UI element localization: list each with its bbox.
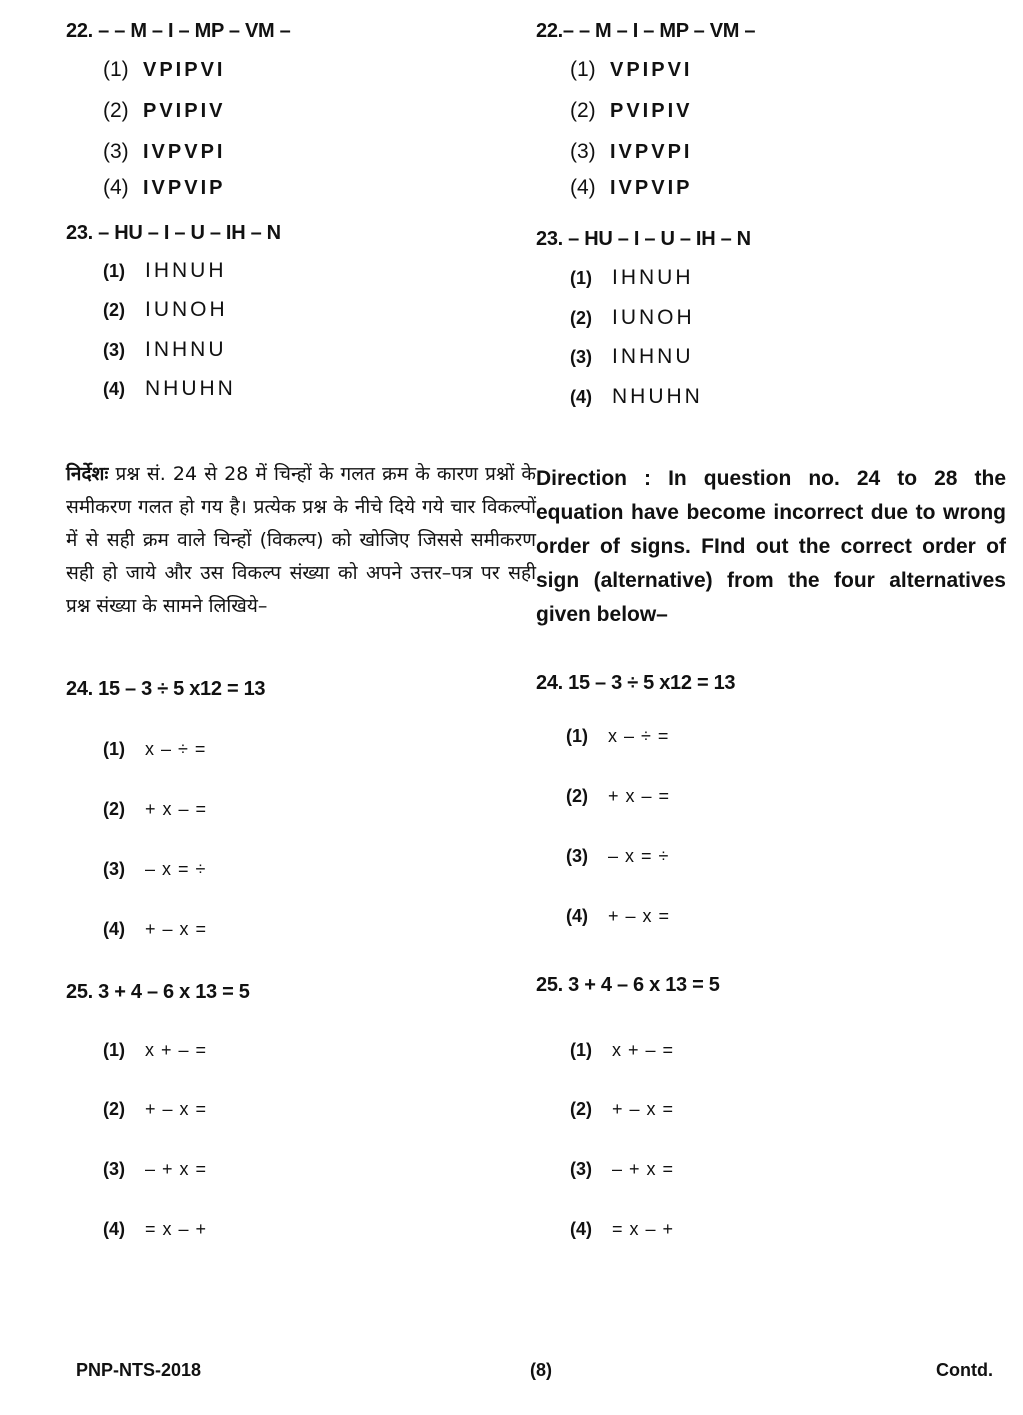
q23-option-1-left: (1) IHNUH xyxy=(103,259,227,282)
q24-option-2-right: (2) + x – = xyxy=(566,786,671,806)
q23-heading-left: 23. – HU – I – U – IH – N xyxy=(66,222,281,244)
q23-heading-right: 23. – HU – I – U – IH – N xyxy=(536,228,751,250)
q24-heading-left: 24. 15 – 3 ÷ 5 x12 = 13 xyxy=(66,678,266,700)
q23-option-4-right: (4) NHUHN xyxy=(570,385,703,408)
q25-option-3-right: (3) – + x = xyxy=(570,1159,675,1179)
q24-option-3-left: (3) – x = ÷ xyxy=(103,859,207,879)
q22-option-3-right: (3) IVPVPI xyxy=(570,140,693,163)
q25-heading-left: 25. 3 + 4 – 6 x 13 = 5 xyxy=(66,981,250,1003)
q25-option-1-left: (1) x + – = xyxy=(103,1040,208,1060)
direction-hindi-text: प्रश्न सं. 24 से 28 में चिन्हों के गलत क्रम के कारण प्रश्नों के समीकरण गलत हो गय है। प्रत्येक प्रश्न के नीचे दिये गये चार विकल्पों में से सही क्रम वाले चिन्हों (विकल्प) को खोजिए जिससे समीकरण सही हो जाये और उस विकल्प संख्या को अपने उत्तर–पत्र पर सही प्रश्न संख्या के सामने लिखिये– xyxy=(66,463,536,617)
q25-option-4-right: (4) = x – + xyxy=(570,1219,675,1239)
page-number: (8) xyxy=(530,1360,552,1380)
direction-hindi xyxy=(66,458,536,623)
q22-option-4-right: (4) IVPVIP xyxy=(570,176,693,199)
q24-heading-right: 24. 15 – 3 ÷ 5 x12 = 13 xyxy=(536,672,736,694)
direction-english xyxy=(536,462,1006,632)
q25-option-1-right: (1) x + – = xyxy=(570,1040,675,1060)
continued-label: Contd. xyxy=(936,1360,993,1380)
q23-option-2-left: (2) IUNOH xyxy=(103,298,228,321)
q25-option-2-right: (2) + – x = xyxy=(570,1099,675,1119)
q23-option-1-right: (1) IHNUH xyxy=(570,266,694,289)
q22-heading-right: 22.– – M – I – MP – VM – xyxy=(536,20,756,42)
q23-option-3-right: (3) INHNU xyxy=(570,345,694,368)
q25-option-2-left: (2) + – x = xyxy=(103,1099,208,1119)
q22-option-1-left: (1) VPIPVI xyxy=(103,58,226,81)
q23-option-2-right: (2) IUNOH xyxy=(570,306,695,329)
q22-option-4-left: (4) IVPVIP xyxy=(103,176,226,199)
q25-heading-right: 25. 3 + 4 – 6 x 13 = 5 xyxy=(536,974,720,996)
q24-option-2-left: (2) + x – = xyxy=(103,799,208,819)
q22-option-2-right: (2) PVIPIV xyxy=(570,99,693,122)
q23-option-4-left: (4) NHUHN xyxy=(103,377,236,400)
q24-option-4-right: (4) + – x = xyxy=(566,906,671,926)
q22-option-3-left: (3) IVPVPI xyxy=(103,140,226,163)
q22-option-1-right: (1) VPIPVI xyxy=(570,58,693,81)
q25-option-4-left: (4) = x – + xyxy=(103,1219,208,1239)
q24-option-1-left: (1) x – ÷ = xyxy=(103,739,207,759)
direction-english-text: In question no. 24 to 28 the equation have become incorrect due to wrong order of signs. FInd out the correct order of sign (alternative) from the four alternatives given below– xyxy=(536,467,1006,626)
q23-option-3-left: (3) INHNU xyxy=(103,338,227,361)
q25-option-3-left: (3) – + x = xyxy=(103,1159,208,1179)
exam-code: PNP-NTS-2018 xyxy=(76,1360,202,1380)
q22-option-2-left: (2) PVIPIV xyxy=(103,99,226,122)
q22-heading-left: 22. – – M – I – MP – VM – xyxy=(66,20,291,42)
q24-option-4-left: (4) + – x = xyxy=(103,919,208,939)
q24-option-3-right: (3) – x = ÷ xyxy=(566,846,670,866)
direction-hindi-label: निर्देशः xyxy=(66,463,109,485)
q24-option-1-right: (1) x – ÷ = xyxy=(566,726,670,746)
direction-english-label: Direction : xyxy=(536,467,652,490)
